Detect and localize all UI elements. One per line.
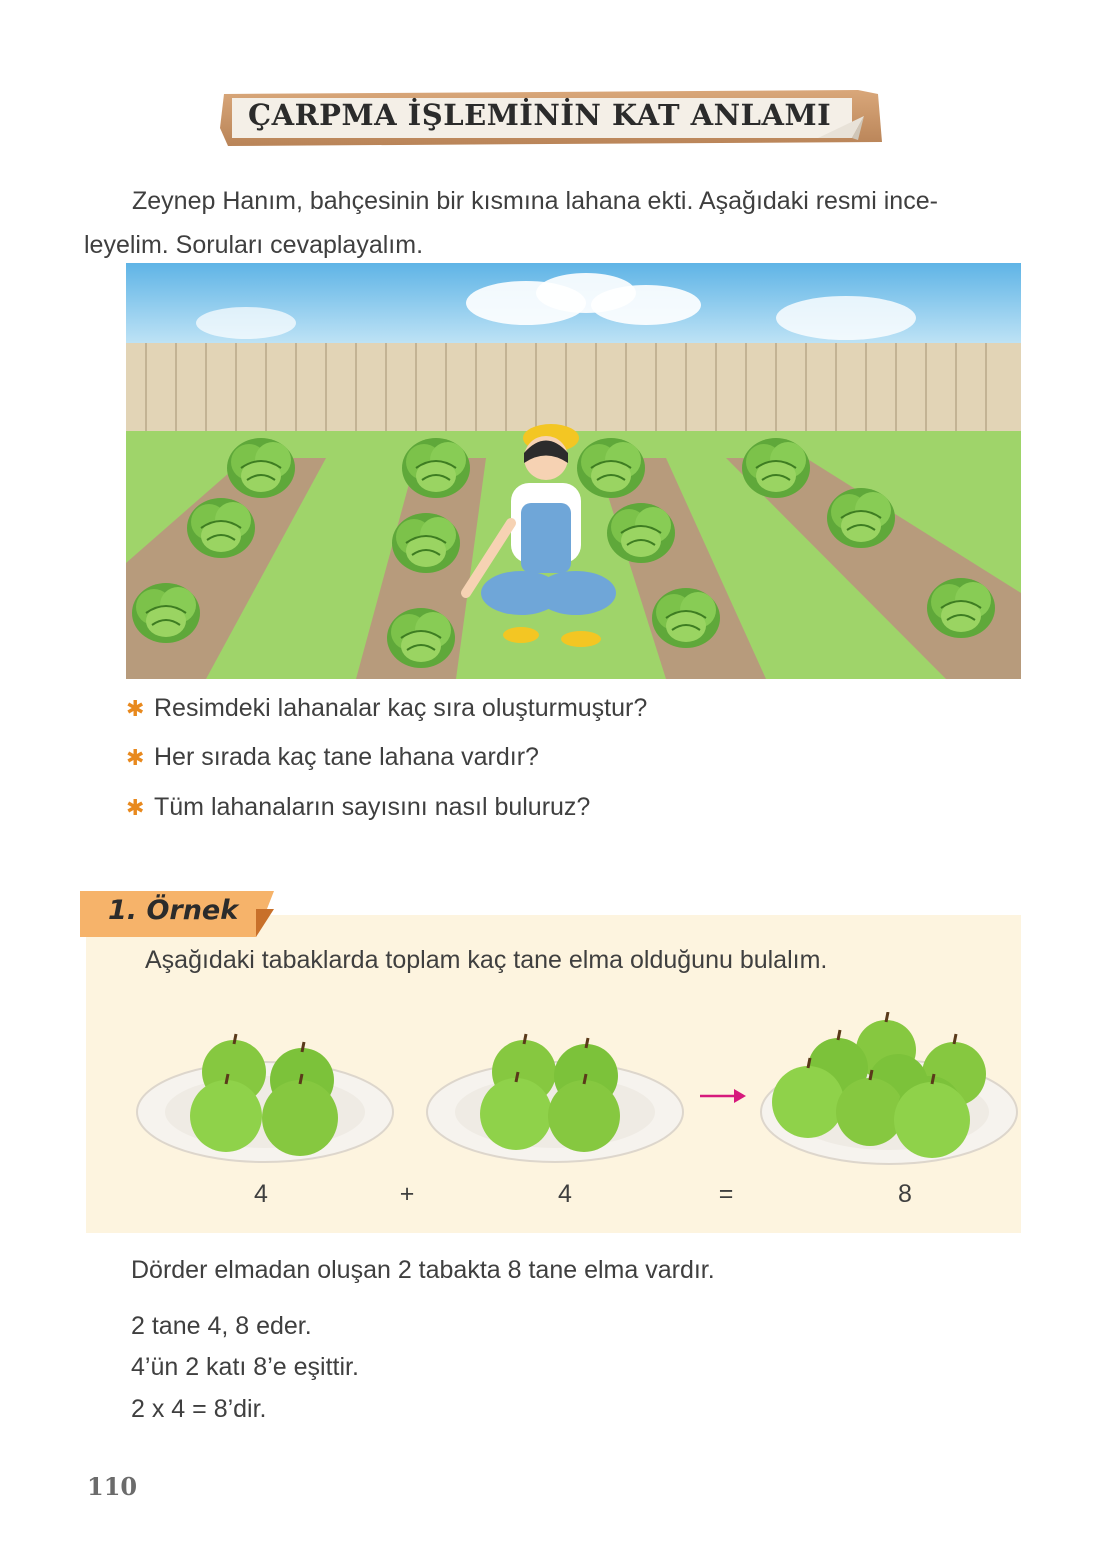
- equation-term-right: 4: [558, 1180, 572, 1208]
- asterisk-icon: ✱: [126, 696, 145, 721]
- example-label: [80, 889, 276, 939]
- equation-equals: =: [718, 1180, 734, 1208]
- intro-paragraph: [84, 179, 1024, 267]
- equation-plus: +: [399, 1180, 415, 1208]
- page-title: ÇARPMA İŞLEMİNİN KAT ANLAMI: [248, 98, 832, 132]
- plate-with-8-apples: [758, 1012, 1020, 1177]
- page-number: 110: [87, 1472, 138, 1501]
- question-text: Resimdeki lahanalar kaç sıra oluşturmuştur?: [154, 694, 648, 722]
- equation-term-left: 4: [254, 1180, 268, 1208]
- cabbage-garden-illustration: [126, 263, 1021, 679]
- explanation-line: 4’ün 2 katı 8’e eşittir.: [131, 1353, 359, 1381]
- example-prompt: Aşağıdaki tabaklarda toplam kaç tane elma olduğunu bulalım.: [145, 946, 828, 974]
- plate-with-4-apples: [424, 1030, 686, 1175]
- title-banner: [218, 88, 886, 148]
- question-item: [126, 793, 590, 822]
- explanation-line: 2 tane 4, 8 eder.: [131, 1312, 312, 1340]
- explanation-line: 2 x 4 = 8’dir.: [131, 1395, 267, 1423]
- question-item: [126, 743, 539, 772]
- equation-result: 8: [898, 1180, 912, 1208]
- asterisk-icon: ✱: [126, 795, 145, 820]
- intro-line-2: leyelim. Soruları cevaplayalım.: [84, 231, 424, 259]
- question-text: Her sırada kaç tane lahana vardır?: [154, 743, 539, 771]
- plate-with-4-apples: [134, 1030, 396, 1175]
- question-item: [126, 694, 647, 723]
- intro-line-1: Zeynep Hanım, bahçesinin bir kısmına lahana ekti. Aşağıdaki resmi ince-: [132, 187, 938, 215]
- explanation-summary: Dörder elmadan oluşan 2 tabakta 8 tane elma vardır.: [131, 1256, 715, 1284]
- asterisk-icon: ✱: [126, 745, 145, 770]
- example-label-text: 1. Örnek: [108, 895, 239, 926]
- arrow-right-icon: [698, 1086, 748, 1111]
- question-text: Tüm lahanaların sayısını nasıl buluruz?: [154, 793, 591, 821]
